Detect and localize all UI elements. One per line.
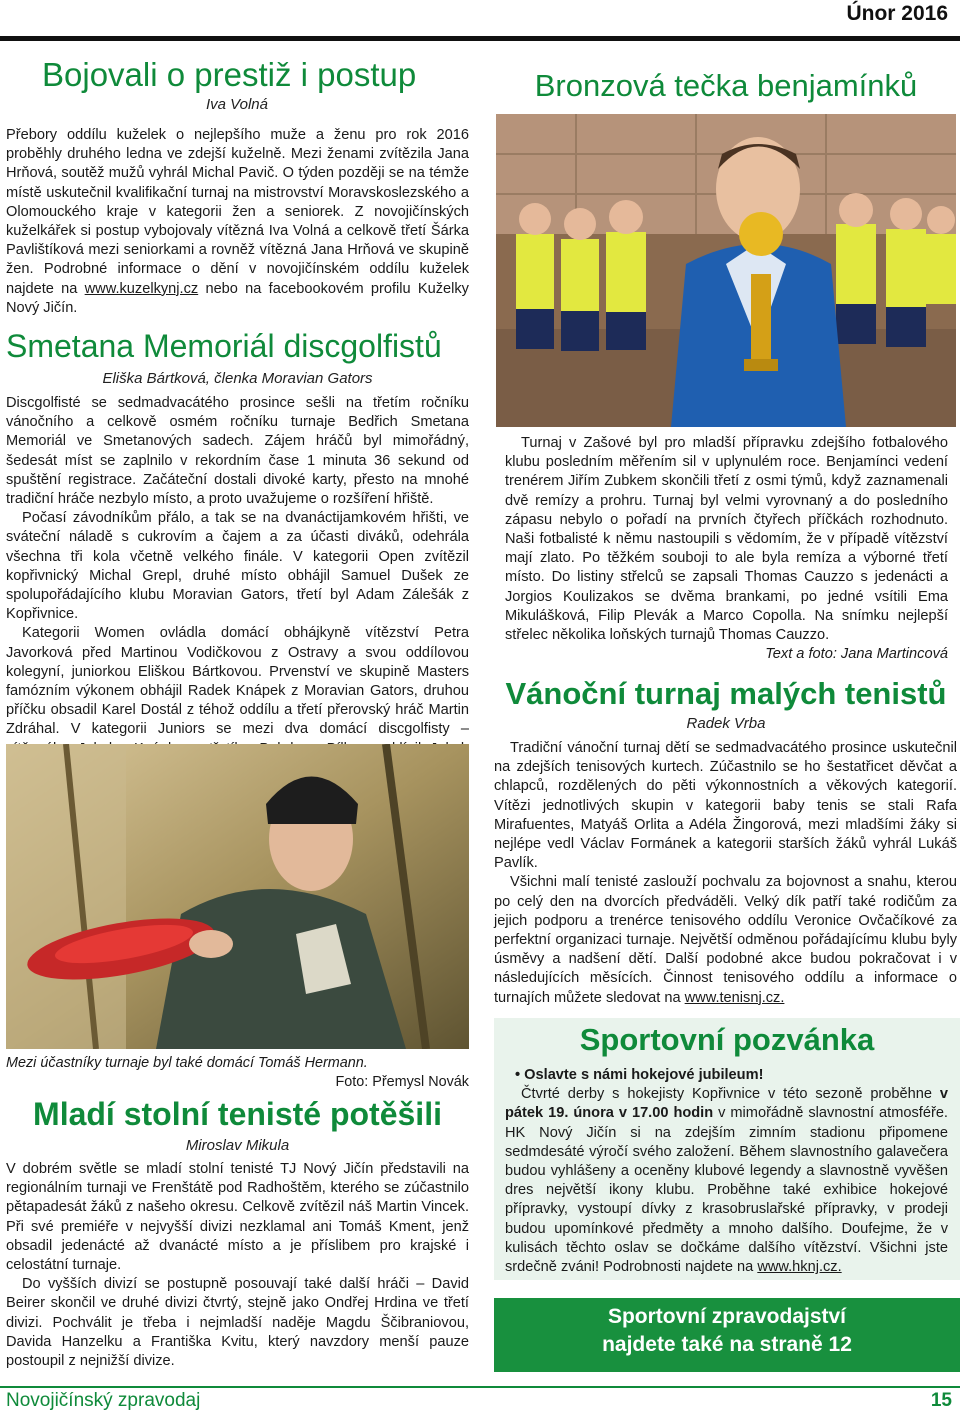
- article-body-kuzelky: Přebory oddílu kuželek o nejlepšího muže a ženu pro rok 2016 proběhly druhého ledna ve zdejší kuželně. Mezi ženami zvítězila Jana Hrňová, soutěž mužů vyhrál Michal Pavič. O týden později se na témže místě uskutečnil kvalifikační turnaj na mistrovství Moravskoslezského a Olomouckého kraje v kategorii žen a seniorek. Z novojičínských kuželkářek si postup vybojovaly vítězná Iva Volná a celkově třetí Šárka Pavlištíková mezi seniorkami a rovněž vítězná Jana Hrňová ve skupině žen. Podrobné informace o dění v novojičínském oddílu kuželek najdete na www.kuzelkynj.cz nebo na facebookovém profilu Kuželky Nový Jičín.: [6, 127, 469, 316]
- promo-line2: najdete také na straně 12: [602, 1333, 852, 1356]
- article-title-kuzelky: Bojovali o prestiž i postup: [42, 56, 417, 93]
- article-title-discgolf: Smetana Memoriál discgolfistů: [6, 328, 442, 364]
- article-author-kuzelky: Iva Volná: [206, 96, 268, 113]
- page-number: 15: [930, 1390, 952, 1411]
- photo-caption-discgolf: Mezi účastníky turnaje byl také domácí Tomáš Hermann.: [6, 1055, 368, 1071]
- article-credit-benjaminci: Text a foto: Jana Martincová: [765, 646, 948, 663]
- link-kuzelky[interactable]: www.kuzelkynj.cz: [84, 280, 199, 297]
- issue-date: Únor 2016: [846, 2, 948, 25]
- article-body-discgolf: Discgolfisté se sedmadvacátého prosince sešli na třetím ročníku vánočního a celkově osmém ročníku turnaje Bedřich Smetana Memoriál ve Smetanových sadech. Zájem hráčů byl mimořádný, šedesát míst se zaplnilo v rekordním čase 1 minuta 36 sekund od spuštění registrace. Začáteční dostali divoké karty, přesto na mnohé tradiční hráče nezbylo místo, a proto uvažujeme o rozšíření hřiště. Počasí závodníkům přálo, a tak se na dvanáctijamkovém hřišti, ve sváteční náladě s cukrovím a čajem a za účasti diváků, odehrála všechna tři kola včetně velkého finále. V kategorii Open zvítězil kopřivnický Michal Grepl, druhé místo obhájil Samuel Dušek ze spolupořádajícího klubu Moravian Gators, třetí byl Adam Zálešák z Kopřivnice. Kategorii Women ovládla domácí obhájkyně vítězství Petra Javorková před Martinou Vodičkovou z Ostravy a svou oddílovou kolegyní, juniorkou Eliškou Bártkovou. Prvenství ve skupině Masters famózním výkonem obhájil Radek Knápek z Moravian Gators, druhou příčku obsadil Karel Dostál z téhož oddílu a třetí přerovský hráč Martin Zdráhal. V kategorii Juniors se mezi dva domácí discgolfisty –: [6, 395, 469, 738]
- football-team-image: [496, 114, 956, 427]
- article-title-benjaminci: Bronzová tečka benjamínků: [534, 68, 918, 103]
- article-title-stolni-tenis: Mladí stolní tenisté potěšili: [33, 1096, 442, 1132]
- article-author-discgolf: Eliška Bártková, členka Moravian Gators: [102, 370, 373, 387]
- article-title-tenis: Vánoční turnaj malých tenistů: [505, 676, 947, 711]
- article-author-stolni-tenis: Miroslav Mikula: [185, 1137, 290, 1154]
- article-body-benjaminci: Turnaj v Zašové byl pro mladší přípravku zdejšího fotbalového klubu posledním měřením sil v uplynulém roce. Benjamínci vedení trenérem Jiřím Zubkem skončili třetí z osmi týmů, když zaznamenali dvě remízy a prohru. Turnaj byl velmi vyrovnaný a do posledního zápasu nebylo o pořadí na prvních čtyřech příčkách rozhodnuto. Naši fotbalisté k němu nastoupili s vědomím, že v případě vítězství mají zlato. Po těžkém souboji to ale byla remíza a výborné třetí místo. Do listiny střelců se zapsali Thomas Cauzzo s jedenácti a Jorgios Koulizakos se dvěma brankami, po jedné vsítili Ema Mikulášková, Filip Plevák a Marco Copolla. Na snímku nejlepší střelec několika loňských turnajů Thomas Cauzzo. Text a foto: Jana Martincová: [505, 434, 948, 664]
- photo-benjaminci: [496, 114, 956, 427]
- article-author-tenis: Radek Vrba: [686, 715, 766, 732]
- article-body-tenis: Tradiční vánoční turnaj dětí se sedmadvacátého prosince uskutečnil na zdejších tenisových kurtech. Zúčastnilo se ho šestatřicet děvčat a chlapců, rozdělených do pěti výkonnostních a věkových kategorií. Vítězi jednotlivých skupin v kategorii baby tenis se stali Rafa Mirafuentes, Matyáš Orlita a Adéla Žingorová, mezi mladšími žáky si nejlépe vedl Václav Formánek a kategorii starších žáků vyhrál Lukáš Pavlík. Všichni malí tenisté zaslouží pochvalu za bojovnost a snahu, kterou po celý den na dvorcích předváděli. Velký dík patří také rodičům za jejich podporu a trenérce tenisového oddílu Veronice Ovčačíkové za perfektní organizaci turnaje. Největší odměnou pořádajícímu klubu byly úsměvy a nadšení dětí. Další podobné akce budou pokračovat i v následujících měsících. Činnost tenisového oddílu a informace o turnajích můžete sledovat na www.tenisnj.cz.: [494, 740, 957, 1006]
- publication-name: Novojičínský zpravodaj: [6, 1390, 201, 1411]
- promo-box: [494, 1298, 960, 1372]
- photo-discgolfer: [6, 744, 469, 1049]
- bullet-icon: •: [515, 1067, 525, 1083]
- article-body-stolni-tenis: V dobrém světle se mladí stolní tenisté TJ Nový Jičín představili na regionálním turnaji ve Frenštátě pod Radhoštěm, kterého se zúčastnilo pětapadesát žáků z našeho okresu. Celkově zvítězil náš Martin Vincek. Při své premiéře v nejvyšší divizi nezklamal ani Tomáš Kment, jenž obsadil jedenácté až dvanácté místo a je příslibem pro krajské i celostátní turnaje. Do vyšších divizí se postupně posouvají také další hráči – David Beirer skončil ve druhé divizi čtvrtý, stejně jako Ondřej Hrdina ve třetí divizi. Pochválit je třeba i nejmladší naděje Magdu Ščibraniovou, Davida Hanzelku a Františka Kvitu, který navzdory menší pauze postoupil z nejnižší divize.: [6, 1161, 469, 1370]
- promo-line1: Sportovní zpravodajství: [607, 1305, 847, 1328]
- link-hknj[interactable]: www.hknj.cz.: [757, 1259, 842, 1276]
- invite-datetime: v pátek 19. února v 17.00 hodin: [505, 1086, 948, 1122]
- invite-title: Sportovní pozvánka: [579, 1022, 875, 1057]
- discgolfer-image: [6, 744, 469, 1049]
- invite-body: • Oslavte s námi hokejové jubileum! Čtvrté derby s hokejisty Kopřivnice v této sezoně proběhne v pátek 19. února v 17.00 hodin v mimořádně slavnostní atmosféře. HK Nový Jičín si na zdejším zimním stadionu připomene sedmdesáté výročí svého založení. Během slavnostního galavečera budou vyhlášeny a oceněny klubové legendy a slavnostně vyvěšen dres největší ikony klubu. Proběhne také exhibice hokejové přípravky, vystoupí dívky z krasobruslařské přípravky, v prodeji budou upomínkové předměty a mnoho dalšího. Doufejme, že v kulisách těchto oslav se dočkáme dalšího vítězství. Všichni jste srdečně zváni! Podrobnosti najdete na www.hknj.cz.: [505, 1067, 948, 1276]
- footer-rule: [0, 1386, 960, 1388]
- header-rule: [0, 36, 960, 41]
- photo-credit-discgolf: Foto: Přemysl Novák: [335, 1074, 469, 1090]
- link-tenis[interactable]: www.tenisnj.cz.: [684, 989, 785, 1006]
